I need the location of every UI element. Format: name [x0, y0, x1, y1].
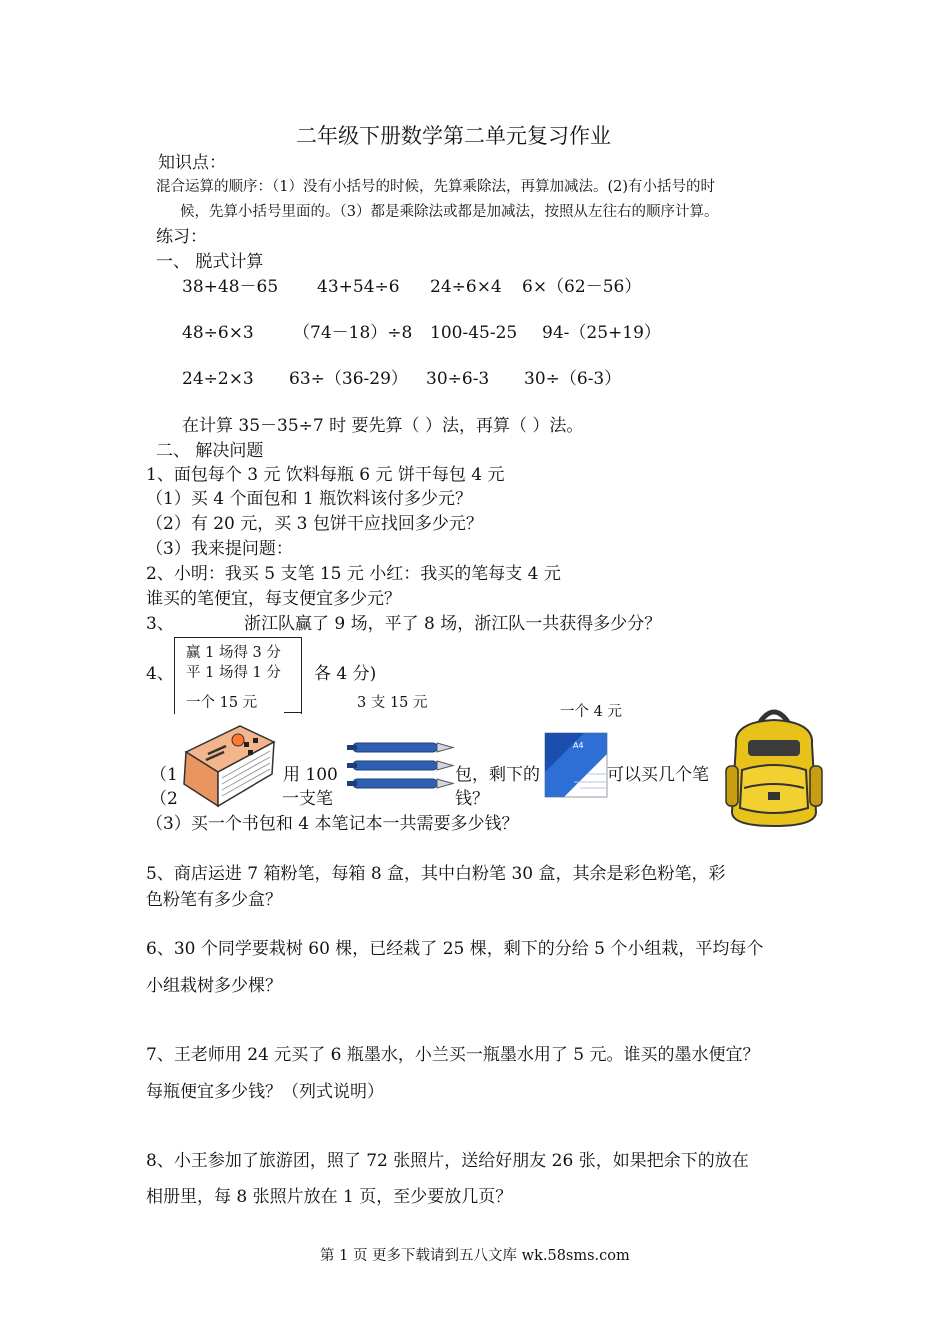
q4-tail: 各 4 分) — [314, 664, 377, 684]
section2-heading: 二、 解决问题 — [156, 441, 264, 461]
q7-line1: 7、王老师用 24 元买了 6 瓶墨水，小兰买一瓶墨水用了 5 元。谁买的墨水便宜？ — [146, 1045, 760, 1065]
q5-line2: 色粉笔有多少盒？ — [146, 890, 282, 910]
scoring-box-bottom — [284, 712, 302, 713]
expr-1-2: 43+54÷6 — [317, 277, 400, 297]
q4-number: 4、 — [146, 664, 174, 684]
q5-line1: 5、商店运进 7 箱粉笔，每箱 8 盒，其中白粉笔 30 盒，其余是彩色粉笔，彩 — [146, 864, 726, 884]
score-draw: 平 1 场得 1 分 — [186, 665, 281, 681]
expr-1-4: 6×（62－56） — [522, 277, 642, 297]
q4-sub2-a: （2 — [150, 789, 178, 809]
expr-3-2: 63÷（36-29） — [289, 369, 408, 389]
q4-sub2-c: 钱？ — [455, 789, 489, 809]
expr-2-4: 94-（25+19） — [542, 323, 661, 343]
knowledge-line-2: 候，先算小括号里面的。（3）都是乘除法或都是加减法，按照从左往右的顺序计算。 — [180, 204, 719, 220]
q8-line2: 相册里，每 8 张照片放在 1 页，至少要放几页？ — [146, 1187, 513, 1207]
backpack-icon — [722, 704, 826, 830]
section1-heading: 一、 脱式计算 — [156, 252, 264, 272]
q3-number: 3、 — [146, 614, 174, 634]
q7-line2: 每瓶便宜多少钱？（列式说明） — [146, 1082, 384, 1102]
expr-2-3: 100-45-25 — [430, 323, 518, 343]
q4-sub1-b: 用 100 — [283, 765, 338, 785]
expr-2-2: （74－18）÷8 — [293, 323, 413, 343]
q6-line1: 6、30 个同学要栽树 60 棵，已经栽了 25 棵，剩下的分给 5 个小组栽，平均每个 — [146, 939, 764, 959]
price-pens: 3 支 15 元 — [357, 695, 428, 711]
q8-line1: 8、小王参加了旅游团，照了 72 张照片，送给好朋友 26 张，如果把余下的放在 — [146, 1151, 749, 1171]
page-title: 二年级下册数学第二单元复习作业 — [296, 124, 611, 148]
knowledge-heading: 知识点： — [158, 153, 226, 173]
q3-text: 浙江队赢了 9 场，平了 8 场，浙江队一共获得多少分？ — [244, 614, 662, 634]
expr-1-1: 38+48－65 — [182, 277, 279, 297]
notebook-label: A4 — [573, 741, 584, 750]
q1-sub3: （3）我来提问题： — [146, 539, 293, 559]
price-notebook: 一个 4 元 — [560, 704, 622, 720]
expr-3-3: 30÷6-3 — [426, 369, 490, 389]
q4-sub1-d: 可以买几个笔 — [607, 765, 709, 785]
expr-3-1: 24÷2×3 — [182, 369, 254, 389]
q4-sub1-a: （1 — [150, 765, 178, 785]
footer: 第 1 页 更多下载请到五八文库 wk.58sms.com — [320, 1248, 630, 1264]
q2-line1: 2、小明：我买 5 支笔 15 元 小红：我买的笔每支 4 元 — [146, 564, 561, 584]
expr-2-1: 48÷6×3 — [182, 323, 254, 343]
q1-stem: 1、面包每个 3 元 饮料每瓶 6 元 饼干每包 4 元 — [146, 465, 505, 485]
expr-1-3: 24÷6×4 — [430, 277, 502, 297]
q4-sub1-c: 包，剩下的 — [455, 765, 540, 785]
practice-heading: 练习： — [156, 227, 207, 247]
q1-sub2: （2）有 20 元，买 3 包饼干应找回多少元？ — [146, 514, 483, 534]
book-icon — [178, 724, 278, 810]
fill-blank: 在计算 35－35÷7 时 要先算（ ）法，再算（ ）法。 — [182, 416, 584, 436]
price-book: 一个 15 元 — [186, 695, 258, 711]
q1-sub1: （1）买 4 个面包和 1 瓶饮料该付多少元？ — [146, 489, 473, 509]
pens-icon — [343, 737, 458, 797]
score-win: 赢 1 场得 3 分 — [186, 645, 281, 661]
notebook-icon — [544, 732, 609, 798]
knowledge-line-1: 混合运算的顺序：（1）没有小括号的时候，先算乘除法，再算加减法。(2)有小括号的时 — [156, 179, 716, 195]
expr-3-4: 30÷（6-3） — [524, 369, 622, 389]
q2-line2: 谁买的笔便宜，每支便宜多少元？ — [146, 589, 401, 609]
q6-line2: 小组栽树多少棵？ — [146, 976, 282, 996]
q4-sub2-b: 一支笔 — [282, 789, 333, 809]
q4-sub3: （3）买一个书包和 4 本笔记本一共需要多少钱？ — [146, 814, 519, 834]
